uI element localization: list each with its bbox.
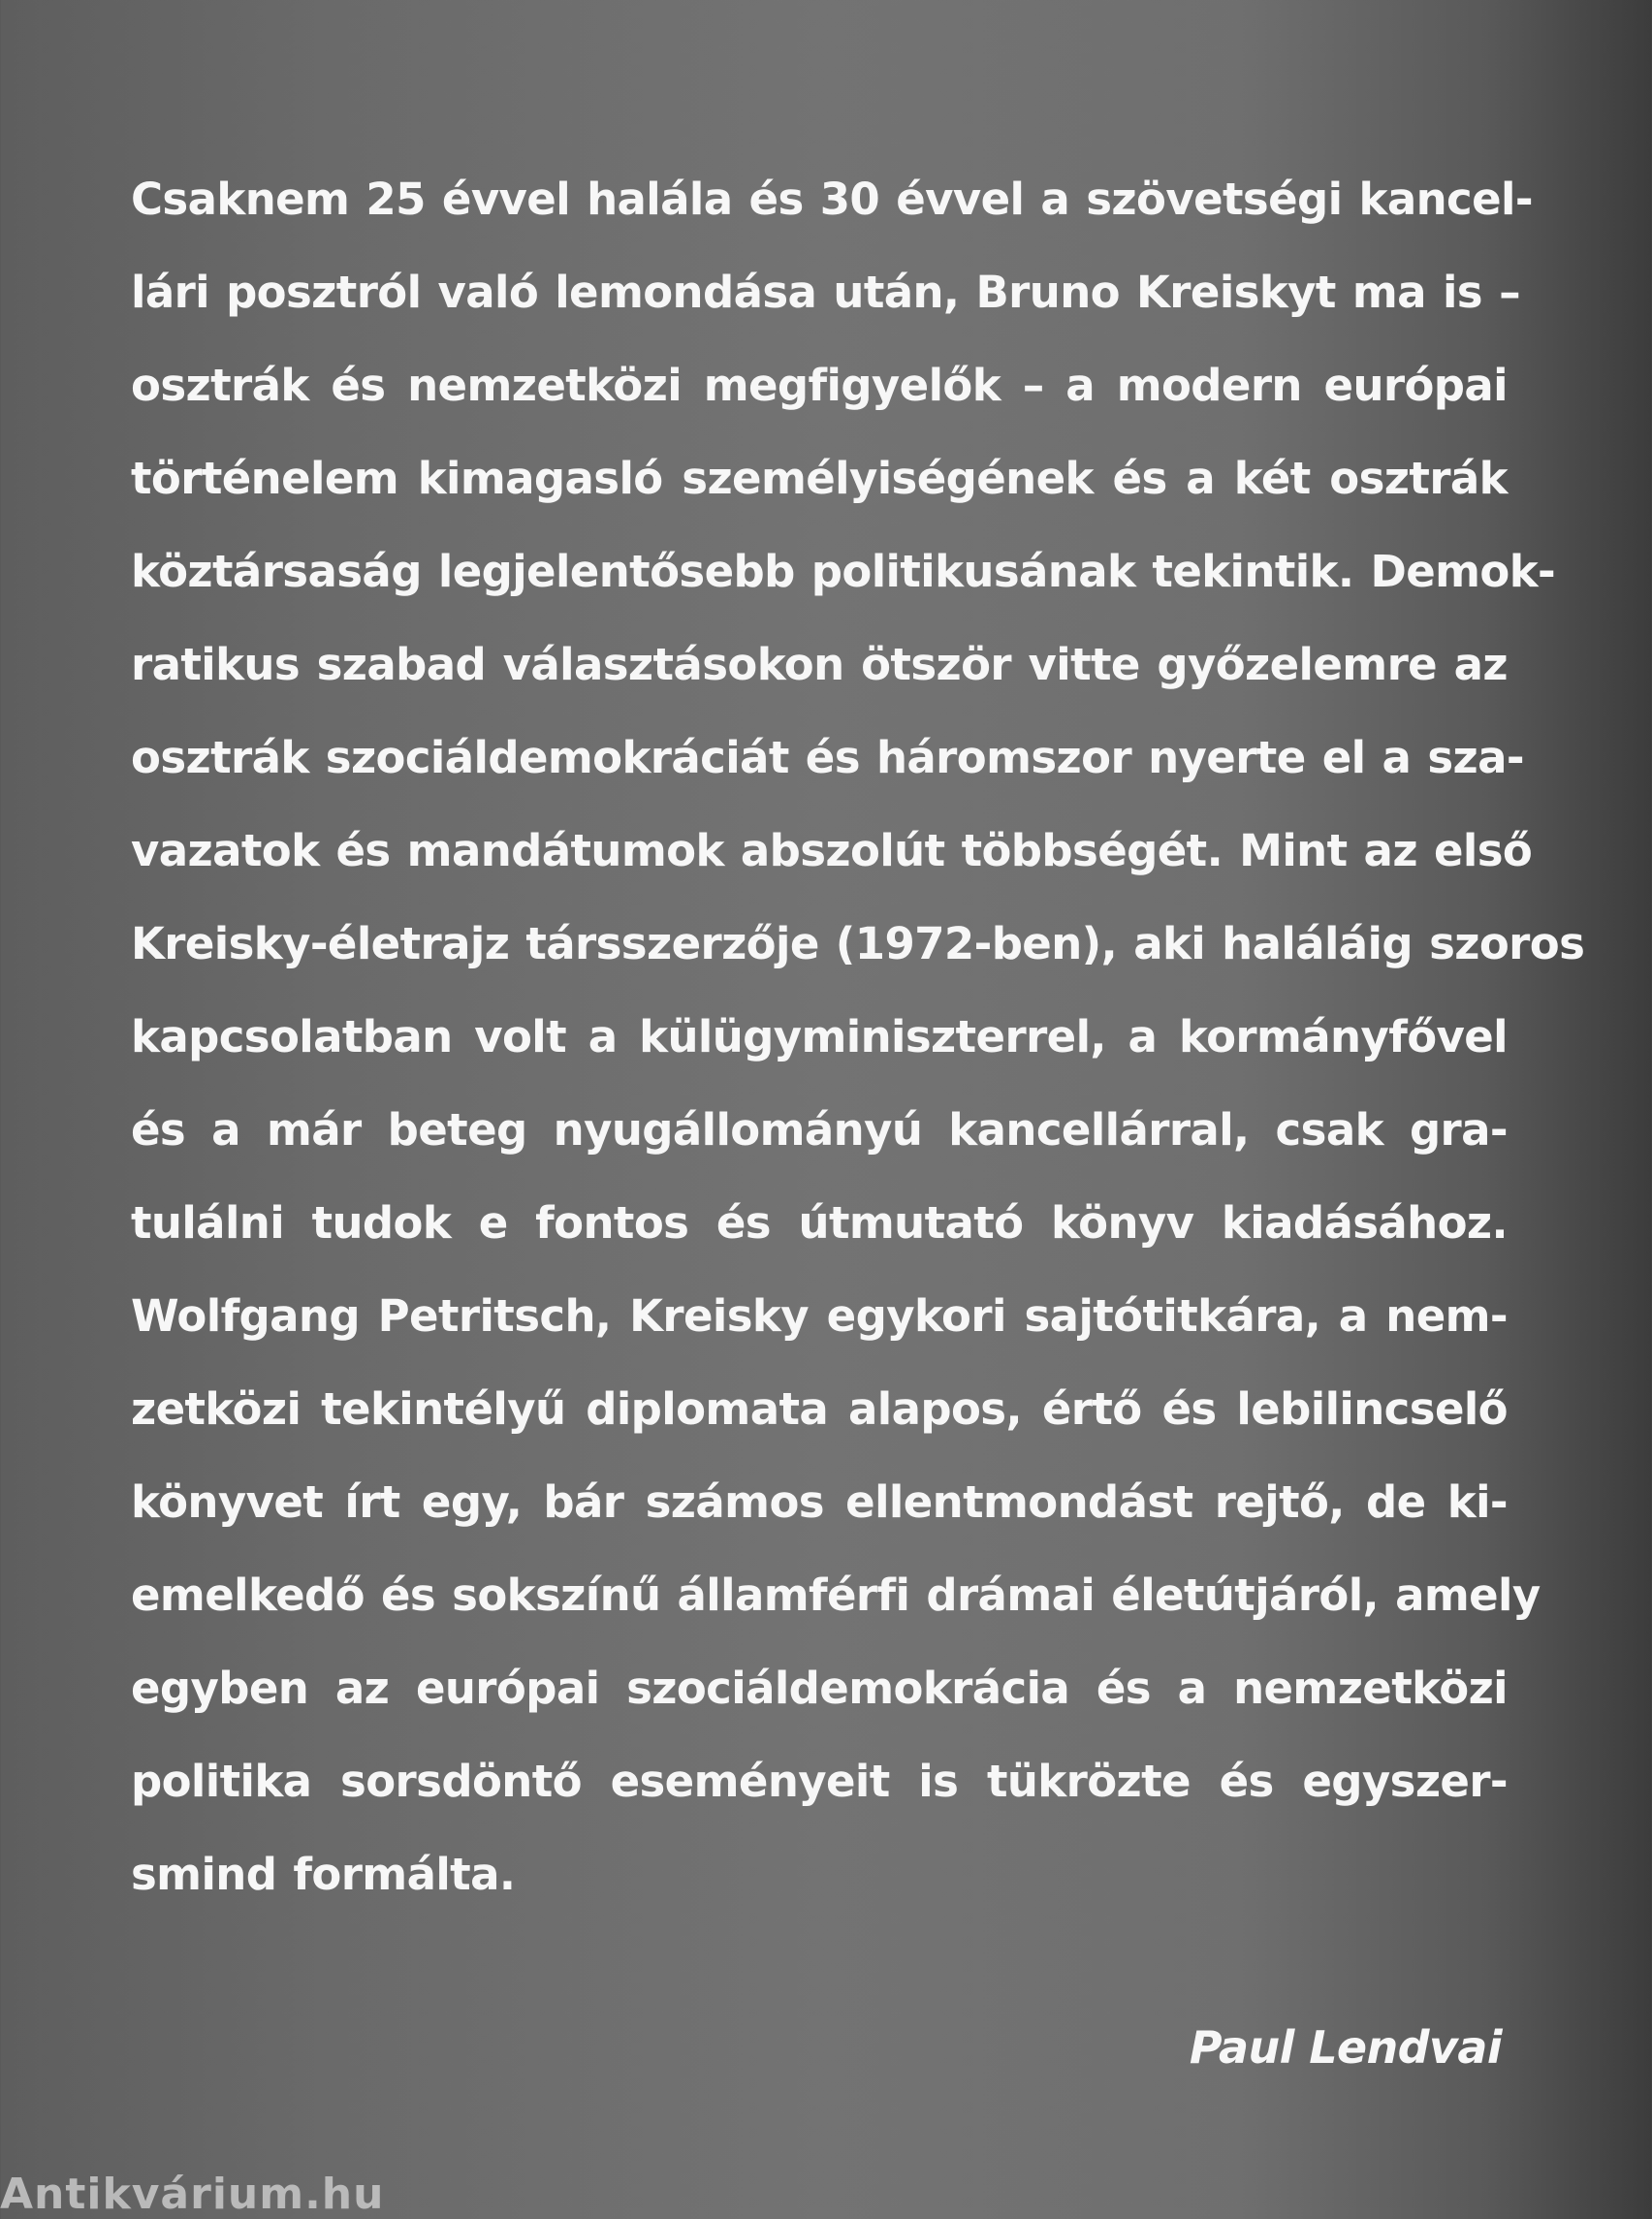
blurb-line: köztársaság legjelentősebb politikusának tekintik. Demok- [131, 546, 1556, 597]
blurb-line: lári posztról való lemondása után, Bruno Kreiskyt ma is – [131, 267, 1520, 318]
watermark: Antikvárium.hu [0, 2170, 385, 2219]
blurb-line: politika sorsdöntő eseményeit is tükrözte és egyszer- [131, 1756, 1508, 1807]
blurb-line: vazatok és mandátumok abszolút többségét. Mint az első [131, 825, 1533, 876]
blurb-line: történelem kimagasló személyiségének és a két osztrák [131, 453, 1508, 504]
blurb-line: ratikus szabad választásokon ötször vitte győzelemre az [131, 639, 1508, 690]
blurb-line: Kreisky-életrajz társszerzője (1972-ben), aki haláláig szoros [131, 918, 1585, 969]
author-signature: Paul Lendvai [1189, 2021, 1502, 2074]
blurb-line: osztrák és nemzetközi megfigyelők – a modern európai [131, 360, 1508, 411]
blurb-line: könyvet írt egy, bár számos ellentmondást rejtő, de ki- [131, 1476, 1508, 1528]
blurb-line: emelkedő és sokszínű államférfi drámai életútjáról, amely [131, 1569, 1541, 1621]
blurb-line: osztrák szociáldemokráciát és háromszor nyerte el a sza- [131, 732, 1524, 783]
blurb-line: kapcsolatban volt a külügyminiszterrel, a kormányfővel [131, 1011, 1508, 1062]
blurb-line: Wolfgang Petritsch, Kreisky egykori sajtótitkára, a nem- [131, 1290, 1508, 1342]
blurb-line: egyben az európai szociáldemokrácia és a nemzetközi [131, 1663, 1508, 1714]
blurb-text [131, 153, 1585, 1921]
blurb-line: smind formálta. [131, 1849, 516, 1900]
blurb-line: Csaknem 25 évvel halála és 30 évvel a szövetségi kancel- [131, 174, 1533, 225]
blurb-line: zetközi tekintélyű diplomata alapos, értő és lebilincselő [131, 1383, 1508, 1435]
blurb-line: és a már beteg nyugállományú kancellárral, csak gra- [131, 1104, 1508, 1156]
blurb-line: tulálni tudok e fontos és útmutató könyv kiadásához. [131, 1197, 1508, 1249]
